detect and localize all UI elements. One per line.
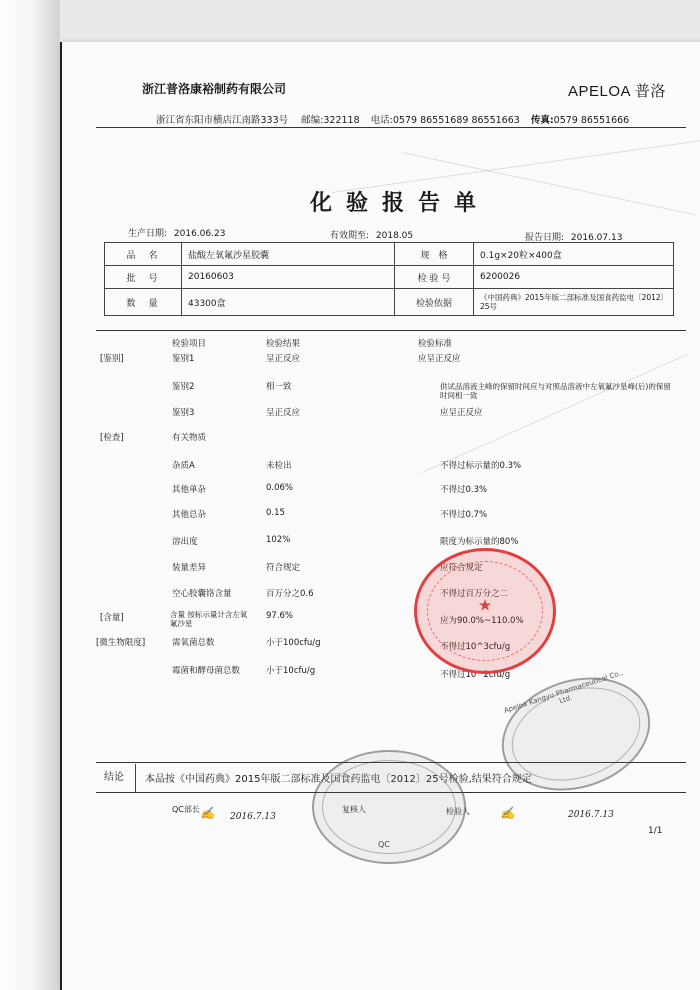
spec-value: 0.1g×20粒×400盒 xyxy=(474,243,674,266)
header-standard: 检验标准 xyxy=(418,339,453,349)
qc-head-signature: ✍ xyxy=(200,806,215,820)
table-divider xyxy=(96,330,686,331)
basis-label: 检验依据 xyxy=(395,289,474,316)
test-no-label: 检 验 号 xyxy=(395,266,474,289)
product-info-table xyxy=(104,242,674,316)
section-microbial: [微生物限度] xyxy=(96,638,146,648)
test-result: 97.6% xyxy=(266,611,294,621)
test-result: 0.15 xyxy=(266,508,285,518)
expiry-date: 有效期至: 2018.05 xyxy=(330,231,414,241)
table-row xyxy=(105,266,674,289)
test-item: 鉴别2 xyxy=(172,382,195,392)
quantity-value: 43300盒 xyxy=(182,289,395,316)
test-standard: 应为90.0%~110.0% xyxy=(440,616,524,626)
header-item: 检验项目 xyxy=(172,339,207,349)
test-result: 符合规定 xyxy=(266,563,301,573)
test-item: 杂质A xyxy=(172,461,195,471)
test-result: 小于100cfu/g xyxy=(266,638,321,648)
quantity-label: 数 量 xyxy=(105,289,182,316)
qc-head-label: QC部长 xyxy=(172,805,200,814)
test-result: 相一致 xyxy=(266,382,292,392)
company-red-seal xyxy=(414,548,556,674)
test-item: 空心胶囊铬含量 xyxy=(172,589,232,599)
test-item: 装量差异 xyxy=(172,563,207,573)
test-result: 未检出 xyxy=(266,461,292,471)
test-item: 鉴别3 xyxy=(172,408,195,418)
test-item: 其他总杂 xyxy=(172,510,207,520)
qc-seal-text: QC xyxy=(378,840,390,849)
test-standard: 不得过0.7% xyxy=(440,510,488,520)
test-result: 小于10cfu/g xyxy=(266,666,316,676)
conclusion-divider xyxy=(135,764,136,792)
test-standard: 不得过10^3cfu/g xyxy=(440,642,511,652)
test-result: 百万分之0.6 xyxy=(266,589,314,599)
tester-signature: ✍ xyxy=(500,806,515,820)
conclusion-text: 本品按《中国药典》2015年版二部标准及国食药监电〔2012〕25号检验,结果符合规定 xyxy=(145,774,532,785)
letterhead-divider xyxy=(96,127,686,128)
test-item: 鉴别1 xyxy=(172,354,195,364)
test-result: 呈正反应 xyxy=(266,354,301,364)
test-result: 102% xyxy=(266,535,291,545)
test-standard: 不得过0.3% xyxy=(440,485,488,495)
test-item: 含量 按标示量计含左氧氟沙星 xyxy=(170,610,248,628)
test-item: 需氧菌总数 xyxy=(172,638,215,648)
test-standard: 限度为标示量的80% xyxy=(440,537,519,547)
reviewer-label: 复核人 xyxy=(342,805,366,814)
company-address-line: 浙江省东阳市横店江南路333号 邮编:322118 电话:0579 86551689 86551663 传真:0579 86551666 xyxy=(156,115,630,126)
seal-star-icon: ★ xyxy=(477,595,493,615)
test-item: 霉菌和酵母菌总数 xyxy=(172,666,241,676)
batch-label: 批 号 xyxy=(105,266,182,289)
section-content: [含量] xyxy=(100,613,124,623)
test-standard: 不得过百万分之二 xyxy=(440,589,509,599)
table-row xyxy=(105,243,674,266)
company-seal-text: Apeloa Kangyu Pharmaceutical Co., Ltd. xyxy=(502,668,624,715)
section-identification: [鉴别] xyxy=(100,354,124,364)
test-standard: 应呈正反应 xyxy=(418,354,461,364)
scan-left-edge xyxy=(0,0,60,990)
tester-date: 2016.7.13 xyxy=(568,810,614,820)
product-name-label: 品 名 xyxy=(105,243,182,266)
test-item: 其他单杂 xyxy=(172,485,207,495)
qc-head-date: 2016.7.13 xyxy=(230,812,276,822)
company-name: 浙江普洛康裕制药有限公司 xyxy=(142,82,287,96)
paper-crease xyxy=(332,139,700,193)
company-logo: APELOA 普洛 xyxy=(568,83,666,100)
test-item: 有关物质 xyxy=(172,433,207,443)
test-item: 溶出度 xyxy=(172,537,198,547)
company-tel: 0579 86551689 86551663 xyxy=(392,115,520,126)
report-date: 报告日期: 2016.07.13 xyxy=(525,233,623,243)
spec-label: 规 格 xyxy=(395,243,474,266)
test-standard: 不得过10^2cfu/g xyxy=(440,670,511,680)
conclusion-label: 结论 xyxy=(104,772,124,783)
company-postcode: 322118 xyxy=(323,115,360,126)
report-title: 化验报告单 xyxy=(310,190,491,216)
basis-value: 《中国药典》2015年版二部标准及国食药监电〔2012〕25号 xyxy=(474,289,674,316)
page-number: 1/1 xyxy=(648,826,663,836)
test-standard: 供试品溶液主峰的保留时间应与对照品溶液中左氧氟沙星峰(后)的保留时间相一致 xyxy=(440,382,671,400)
batch-value: 20160603 xyxy=(182,266,395,289)
test-standard: 应呈正反应 xyxy=(440,408,483,418)
header-result: 检验结果 xyxy=(266,339,301,349)
product-name: 盐酸左氧氟沙星胶囊 xyxy=(182,243,395,266)
test-standard: 应符合规定 xyxy=(440,563,483,573)
table-row xyxy=(105,289,674,316)
qc-grey-seal xyxy=(312,750,466,864)
section-inspection: [检查] xyxy=(100,433,124,443)
company-address: 浙江省东阳市横店江南路333号 xyxy=(156,115,289,126)
test-no-value: 6200026 xyxy=(474,266,674,289)
production-date: 生产日期: 2016.06.23 xyxy=(128,229,226,239)
test-result: 0.06% xyxy=(266,483,294,493)
tester-label: 检验人 xyxy=(446,807,470,816)
test-standard: 不得过标示量的0.3% xyxy=(440,461,522,471)
test-result: 呈正反应 xyxy=(266,408,301,418)
company-fax: 0579 86551666 xyxy=(553,115,630,126)
